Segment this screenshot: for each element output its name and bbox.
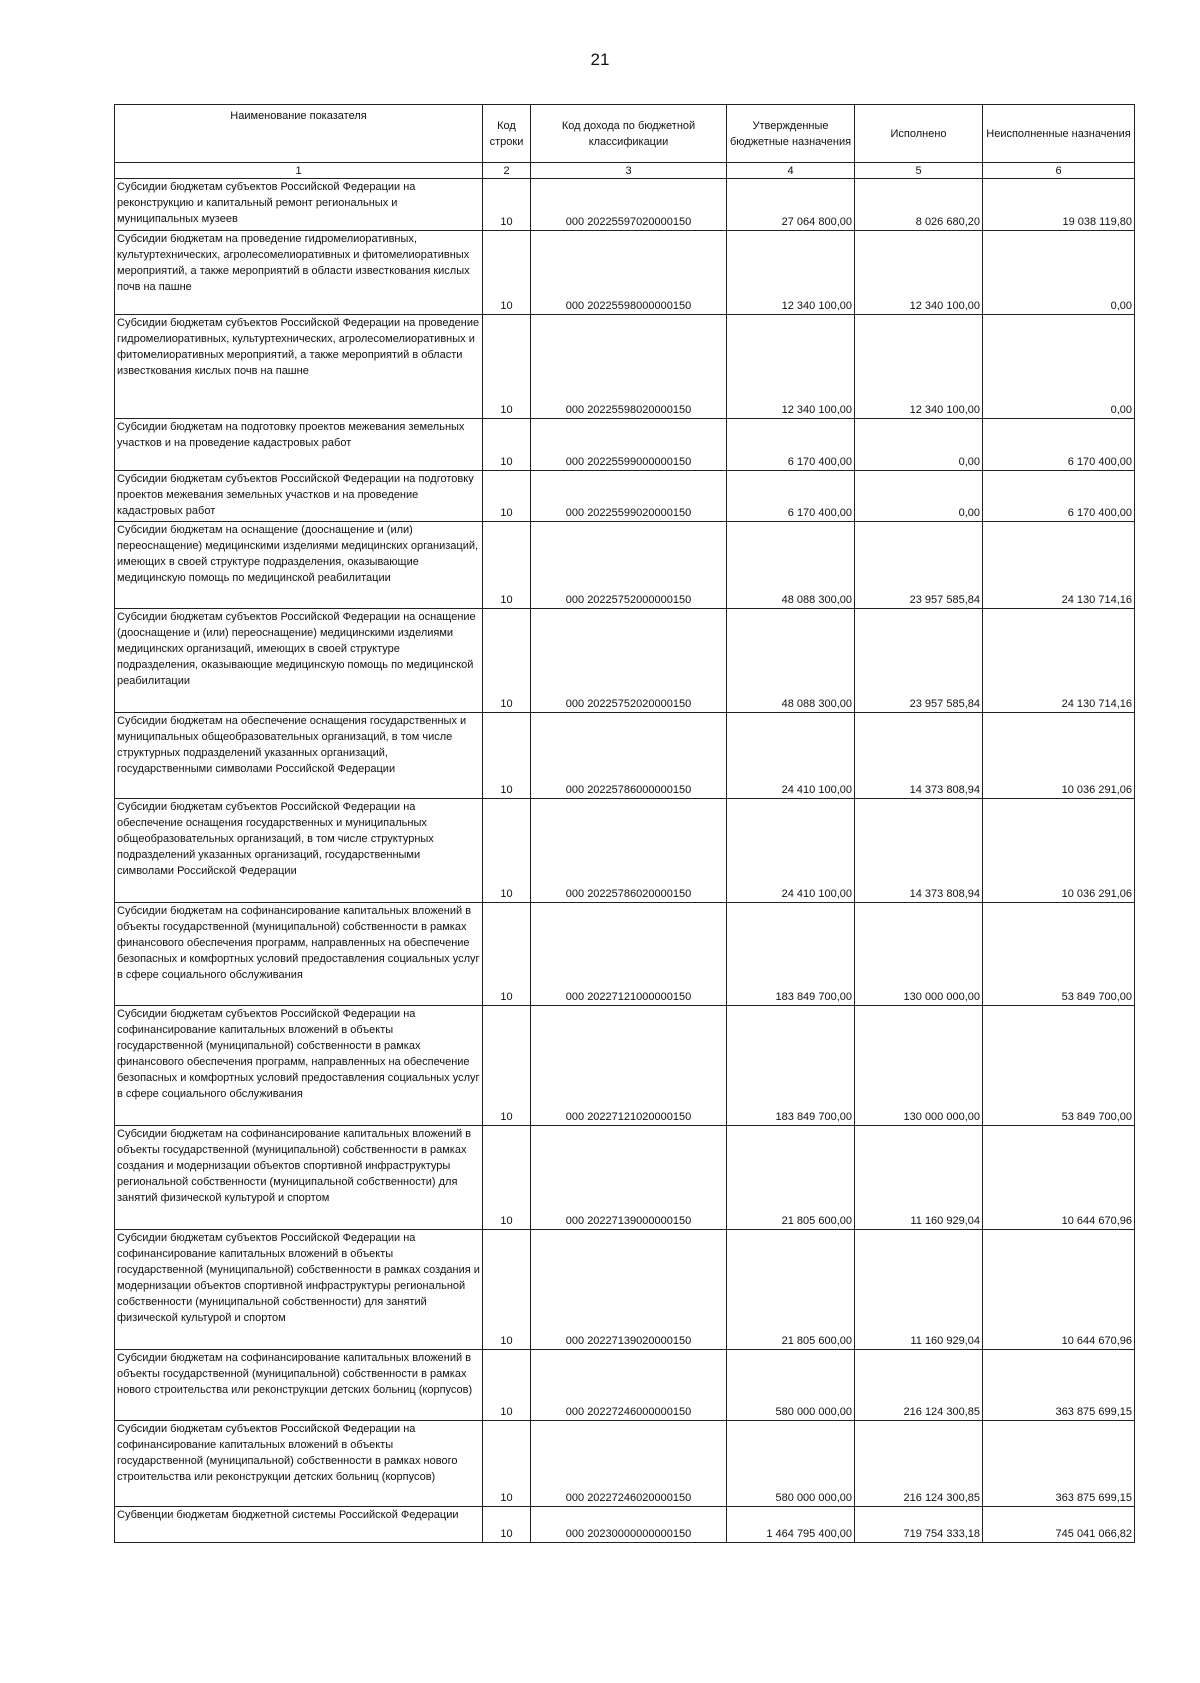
row-approved: 27 064 800,00 xyxy=(727,179,855,231)
row-line-code: 10 xyxy=(483,1006,531,1126)
row-unexecuted: 745 041 066,82 xyxy=(983,1507,1135,1543)
header-row xyxy=(115,105,1135,163)
row-indicator-name: Субсидии бюджетам на софинансирование капитальных вложений в объекты государственной (муниципальной) собственности в рамках нового строительства или реконструкции детских больниц (корпусов) xyxy=(115,1350,483,1421)
row-executed: 14 373 808,94 xyxy=(855,799,983,903)
row-executed: 23 957 585,84 xyxy=(855,522,983,609)
row-income-code: 000 20225752020000150 xyxy=(531,609,727,713)
table-row xyxy=(115,1126,1135,1230)
table-row xyxy=(115,1350,1135,1421)
row-income-code: 000 20225786020000150 xyxy=(531,799,727,903)
row-line-code: 10 xyxy=(483,522,531,609)
column-number: 1 xyxy=(115,163,483,179)
row-executed: 12 340 100,00 xyxy=(855,231,983,315)
row-executed: 216 124 300,85 xyxy=(855,1421,983,1507)
row-line-code: 10 xyxy=(483,179,531,231)
row-indicator-name: Субсидии бюджетам на подготовку проектов межевания земельных участков и на проведение кадастровых работ xyxy=(115,419,483,471)
column-number: 3 xyxy=(531,163,727,179)
row-executed: 12 340 100,00 xyxy=(855,315,983,419)
row-executed: 0,00 xyxy=(855,471,983,522)
row-indicator-name: Субсидии бюджетам на софинансирование капитальных вложений в объекты государственной (муниципальной) собственности в рамках создания и модернизации объектов спортивной инфраструктуры региональной собственности (муниципальной собственности) для занятий физической культурой и спортом xyxy=(115,1126,483,1230)
row-line-code: 10 xyxy=(483,609,531,713)
row-income-code: 000 20225599020000150 xyxy=(531,471,727,522)
header-executed: Исполнено xyxy=(855,105,983,163)
row-executed: 14 373 808,94 xyxy=(855,713,983,799)
row-unexecuted: 6 170 400,00 xyxy=(983,419,1135,471)
row-approved: 580 000 000,00 xyxy=(727,1350,855,1421)
row-approved: 6 170 400,00 xyxy=(727,419,855,471)
column-number: 2 xyxy=(483,163,531,179)
row-unexecuted: 24 130 714,16 xyxy=(983,522,1135,609)
row-income-code: 000 20225598000000150 xyxy=(531,231,727,315)
row-executed: 130 000 000,00 xyxy=(855,1006,983,1126)
row-indicator-name: Субвенции бюджетам бюджетной системы Российской Федерации xyxy=(115,1507,483,1543)
row-indicator-name: Субсидии бюджетам на проведение гидромелиоративных, культуртехнических, агролесомелиоративных и фитомелиоративных мероприятий, а также мероприятий в области известкования кислых почв на пашне xyxy=(115,231,483,315)
column-number: 4 xyxy=(727,163,855,179)
row-indicator-name: Субсидии бюджетам субъектов Российской Федерации на софинансирование капитальных вложений в объекты государственной (муниципальной) собственности в рамках нового строительства или реконструкции детских больниц (корпусов) xyxy=(115,1421,483,1507)
row-approved: 6 170 400,00 xyxy=(727,471,855,522)
row-indicator-name: Субсидии бюджетам субъектов Российской Федерации на софинансирование капитальных вложений в объекты государственной (муниципальной) собственности в рамках финансового обеспечения программ, направленных на обеспечение безопасных и комфортных условий предоставления социальных услуг в сфере социального обслуживания xyxy=(115,1006,483,1126)
column-number-row xyxy=(115,163,1135,179)
row-unexecuted: 24 130 714,16 xyxy=(983,609,1135,713)
row-line-code: 10 xyxy=(483,1507,531,1543)
row-executed: 11 160 929,04 xyxy=(855,1126,983,1230)
row-unexecuted: 10 036 291,06 xyxy=(983,713,1135,799)
row-income-code: 000 20225752000000150 xyxy=(531,522,727,609)
row-line-code: 10 xyxy=(483,1421,531,1507)
row-unexecuted: 363 875 699,15 xyxy=(983,1350,1135,1421)
table-row xyxy=(115,903,1135,1006)
row-income-code: 000 20227246000000150 xyxy=(531,1350,727,1421)
row-unexecuted: 10 644 670,96 xyxy=(983,1126,1135,1230)
row-line-code: 10 xyxy=(483,799,531,903)
row-approved: 1 464 795 400,00 xyxy=(727,1507,855,1543)
page-number: 21 xyxy=(590,50,610,69)
row-unexecuted: 53 849 700,00 xyxy=(983,903,1135,1006)
budget-execution-table xyxy=(114,104,1135,1543)
row-unexecuted: 363 875 699,15 xyxy=(983,1421,1135,1507)
row-indicator-name: Субсидии бюджетам субъектов Российской Федерации на подготовку проектов межевания земельных участков и на проведение кадастровых работ xyxy=(115,471,483,522)
row-indicator-name: Субсидии бюджетам субъектов Российской Федерации на проведение гидромелиоративных, культуртехнических, агролесомелиоративных и фитомелиоративных мероприятий, а также мероприятий в области известкования кислых почв на пашне xyxy=(115,315,483,419)
row-indicator-name: Субсидии бюджетам на софинансирование капитальных вложений в объекты государственной (муниципальной) собственности в рамках финансового обеспечения программ, направленных на обеспечение безопасных и комфортных условий предоставления социальных услуг в сфере социального обслуживания xyxy=(115,903,483,1006)
row-line-code: 10 xyxy=(483,1230,531,1350)
table-row xyxy=(115,315,1135,419)
row-unexecuted: 0,00 xyxy=(983,315,1135,419)
row-approved: 183 849 700,00 xyxy=(727,903,855,1006)
row-unexecuted: 6 170 400,00 xyxy=(983,471,1135,522)
row-line-code: 10 xyxy=(483,471,531,522)
row-unexecuted: 10 036 291,06 xyxy=(983,799,1135,903)
row-line-code: 10 xyxy=(483,1126,531,1230)
row-indicator-name: Субсидии бюджетам на обеспечение оснащения государственных и муниципальных общеобразовательных организаций, в том числе структурных подразделений указанных организаций, государственными символами Российской Федерации xyxy=(115,713,483,799)
row-income-code: 000 20225599000000150 xyxy=(531,419,727,471)
row-executed: 11 160 929,04 xyxy=(855,1230,983,1350)
table-row xyxy=(115,1507,1135,1543)
header-line-code: Код строки xyxy=(483,105,531,163)
row-unexecuted: 0,00 xyxy=(983,231,1135,315)
row-indicator-name: Субсидии бюджетам субъектов Российской Федерации на софинансирование капитальных вложений в объекты государственной (муниципальной) собственности в рамках создания и модернизации объектов спортивной инфраструктуры региональной собственности (муниципальной собственности) для занятий физической культурой и спортом xyxy=(115,1230,483,1350)
row-income-code: 000 20227121000000150 xyxy=(531,903,727,1006)
row-approved: 48 088 300,00 xyxy=(727,522,855,609)
row-executed: 130 000 000,00 xyxy=(855,903,983,1006)
row-line-code: 10 xyxy=(483,231,531,315)
row-approved: 21 805 600,00 xyxy=(727,1126,855,1230)
row-indicator-name: Субсидии бюджетам субъектов Российской Федерации на реконструкцию и капитальный ремонт региональных и муниципальных музеев xyxy=(115,179,483,231)
row-income-code: 000 20227139000000150 xyxy=(531,1126,727,1230)
row-approved: 12 340 100,00 xyxy=(727,315,855,419)
row-approved: 12 340 100,00 xyxy=(727,231,855,315)
row-approved: 183 849 700,00 xyxy=(727,1006,855,1126)
row-approved: 580 000 000,00 xyxy=(727,1421,855,1507)
row-line-code: 10 xyxy=(483,1350,531,1421)
row-income-code: 000 20227139020000150 xyxy=(531,1230,727,1350)
row-income-code: 000 20227121020000150 xyxy=(531,1006,727,1126)
header-approved: Утвержденные бюджетные назначения xyxy=(727,105,855,163)
table-row xyxy=(115,1230,1135,1350)
column-number: 5 xyxy=(855,163,983,179)
row-executed: 23 957 585,84 xyxy=(855,609,983,713)
table-row xyxy=(115,179,1135,231)
row-indicator-name: Субсидии бюджетам субъектов Российской Федерации на оснащение (дооснащение и (или) переоснащение) медицинскими изделиями медицинских организаций, имеющих в своей структуре подразделения, оказывающие медицинскую помощь по медицинской реабилитации xyxy=(115,609,483,713)
row-indicator-name: Субсидии бюджетам на оснащение (дооснащение и (или) переоснащение) медицинскими изделиями медицинских организаций, имеющих в своей структуре подразделения, оказывающие медицинскую помощь по медицинской реабилитации xyxy=(115,522,483,609)
row-indicator-name: Субсидии бюджетам субъектов Российской Федерации на обеспечение оснащения государственных и муниципальных общеобразовательных организаций, в том числе структурных подразделений указанных организаций, государственными символами Российской Федерации xyxy=(115,799,483,903)
header-indicator-name: Наименование показателя xyxy=(115,105,483,163)
table-row xyxy=(115,799,1135,903)
row-executed: 719 754 333,18 xyxy=(855,1507,983,1543)
row-unexecuted: 19 038 119,80 xyxy=(983,179,1135,231)
row-executed: 8 026 680,20 xyxy=(855,179,983,231)
row-line-code: 10 xyxy=(483,315,531,419)
table-row xyxy=(115,609,1135,713)
row-approved: 21 805 600,00 xyxy=(727,1230,855,1350)
header-unexecuted: Неисполненные назначения xyxy=(983,105,1135,163)
row-approved: 24 410 100,00 xyxy=(727,713,855,799)
table-row xyxy=(115,471,1135,522)
header-income-code: Код дохода по бюджетной классификации xyxy=(531,105,727,163)
row-line-code: 10 xyxy=(483,903,531,1006)
row-income-code: 000 20230000000000150 xyxy=(531,1507,727,1543)
row-income-code: 000 20225597020000150 xyxy=(531,179,727,231)
row-unexecuted: 10 644 670,96 xyxy=(983,1230,1135,1350)
row-executed: 0,00 xyxy=(855,419,983,471)
table-row xyxy=(115,713,1135,799)
row-executed: 216 124 300,85 xyxy=(855,1350,983,1421)
table-row xyxy=(115,231,1135,315)
row-approved: 24 410 100,00 xyxy=(727,799,855,903)
table-row xyxy=(115,522,1135,609)
column-number: 6 xyxy=(983,163,1135,179)
table-row xyxy=(115,1006,1135,1126)
row-line-code: 10 xyxy=(483,713,531,799)
table-row xyxy=(115,1421,1135,1507)
row-income-code: 000 20227246020000150 xyxy=(531,1421,727,1507)
row-income-code: 000 20225598020000150 xyxy=(531,315,727,419)
row-approved: 48 088 300,00 xyxy=(727,609,855,713)
row-line-code: 10 xyxy=(483,419,531,471)
table-row xyxy=(115,419,1135,471)
row-income-code: 000 20225786000000150 xyxy=(531,713,727,799)
row-unexecuted: 53 849 700,00 xyxy=(983,1006,1135,1126)
